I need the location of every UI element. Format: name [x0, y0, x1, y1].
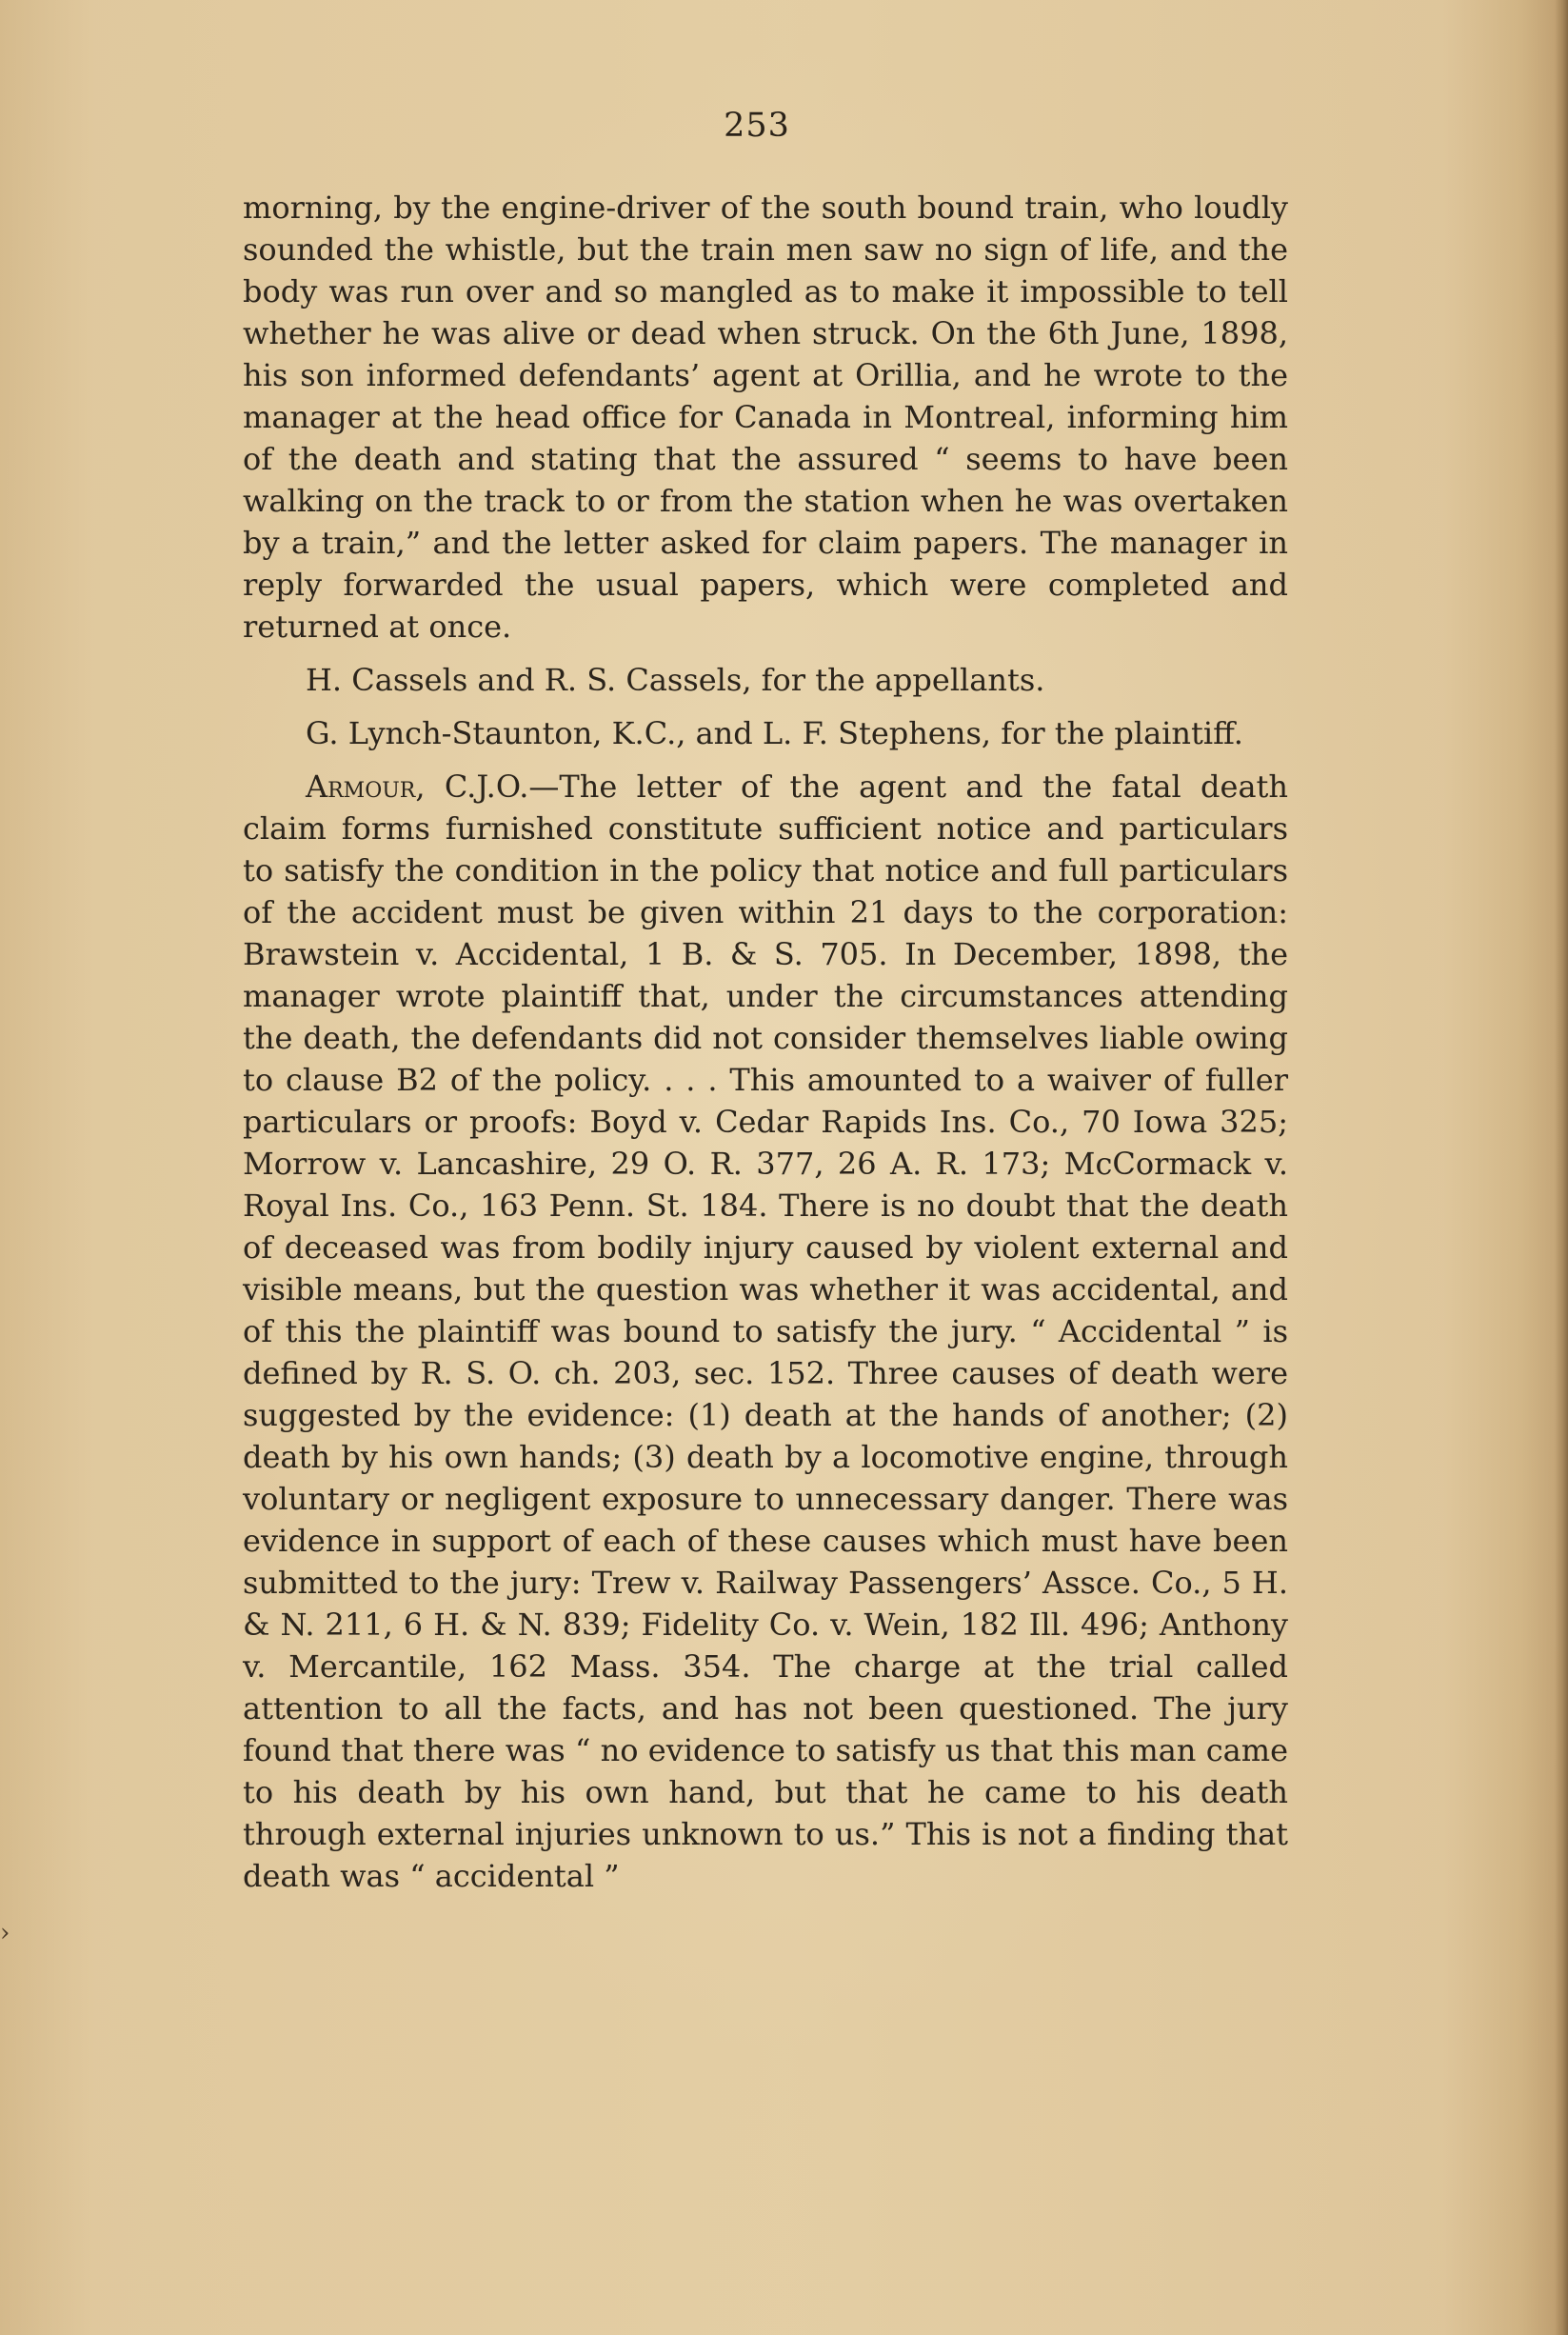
page-number: 253	[724, 107, 790, 145]
margin-mark: ›	[0, 1919, 10, 1947]
judgment-text: , C.J.O.—The letter of the agent and the fatal death claim forms furnished constitute sufficient notice and particulars to satisfy the condition in the policy that notice and full particulars of the accident must be given within 21 days to the corporation: Brawstein v. Accidental, 1 B. & S. 705. In December, 1898, the manager wrote plaintiff that, under the circumstances attending the death, the defendants did not consider themselves liable owing to clause B2 of the policy. . . . This amounted to a waiver of fuller particulars or proofs: Boyd v. Cedar Rapids Ins. Co., 70 Iowa 325; Morrow v. Lancashire, 29 O. R. 377, 26 A. R. 173; McCormack v. Royal Ins. Co., 163 Penn. St. 184. There is no doubt that the death of deceased was from bodily injury caused by violent external and visible means, but the question was whether it was accidental, and of this the plaintiff was bound to satisfy the jury. “ Accidental ” is defined by R. S. O. ch. 203, sec. 152. Three causes of death were suggested by the evidence: (1) death at the hands of another; (2) death by his own hands; (3) death by a locomotive engine, through voluntary or negligent exposure to unnecessary danger. There was evidence in support of each of these causes which must have been submitted to the jury: Trew v. Railway Passengers’ Assce. Co., 5 H. & N. 211, 6 H. & N. 839; Fidelity Co. v. Wein, 182 Ill. 496; Anthony v. Mercantile, 162 Mass. 354. The charge at the trial called attention to all the facts, and has not been questioned. The jury found that there was “ no evidence to satisfy us that this man came to his death by his own hand, but that he came to his death through external injuries unknown to us.” This is not a finding that death was “ accidental ”	[243, 768, 1288, 1894]
judge-name: Armour	[306, 768, 416, 805]
paragraph-judgment	[243, 766, 1288, 1897]
paragraph-counsel-appellants: H. Cassels and R. S. Cassels, for the appellants.	[306, 662, 1045, 698]
body-text	[243, 187, 1288, 1897]
page-edge-shadow	[1555, 0, 1568, 2335]
paragraph-narrative: morning, by the engine-driver of the south bound train, who loudly sounded the whistle, but the train men saw no sign of life, and the body was run over and so mangled as to make it impossible to tell whether he was alive or dead when struck. On the 6th June, 1898, his son informed defendants’ agent at Orillia, and he wrote to the manager at the head office for Canada in Montreal, informing him of the death and stating that the assured “ seems to have been walking on the track to or from the station when he was overtaken by a train,” and the letter asked for claim papers. The manager in reply forwarded the usual papers, which were completed and returned at once.	[243, 190, 1288, 645]
paragraph-counsel-plaintiff: G. Lynch-Staunton, K.C., and L. F. Stephens, for the plaintiff.	[306, 715, 1243, 751]
